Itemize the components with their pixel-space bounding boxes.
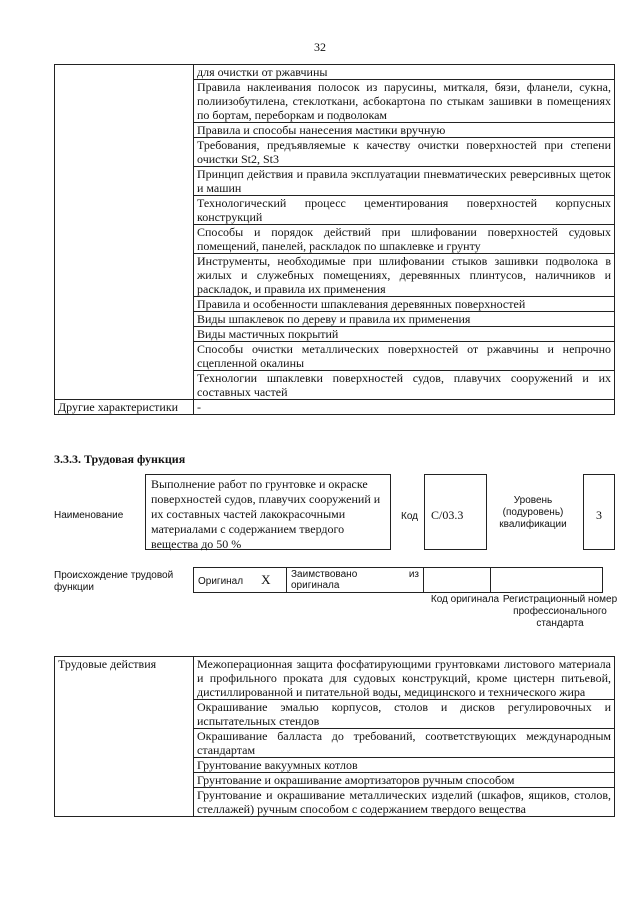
- knowledge-item: Требования, предъявляемые к качеству очистки поверхностей при степени очистки St2, St3: [194, 138, 615, 167]
- origin-label-text: Происхождение трудовой функции: [54, 570, 174, 593]
- function-name-box: Выполнение работ по грунтовке и окраске поверхностей судов, плавучих сооружений и их составных частей лакокрасочными материалами с содержанием твердого вещества до 50 %: [145, 474, 391, 550]
- actions-table: [54, 656, 615, 817]
- code-label: Код: [401, 511, 419, 522]
- other-characteristics-label: Другие характеристики: [55, 400, 194, 415]
- original-cell: [194, 568, 287, 593]
- other-characteristics-value: -: [194, 400, 615, 415]
- action-item: Окрашивание эмалью корпусов, столов и дисков регулировочных и испытательных стендов: [194, 700, 615, 729]
- knowledge-item: Правила наклеивания полосок из парусины, миткаля, бязи, фланели, сукна, полиизобутилена, стеклоткани, асбокартона по стыкам зашивки в помещениях по бортам, переборкам и подволокам: [194, 80, 615, 123]
- level-box: 3: [583, 474, 615, 550]
- action-item: Межоперационная защита фосфатирующими грунтовками листового материала и профильного проката для судовых конструкций, кроме цистерн питьевой, дистиллированной и питательной воды, медицинского и технического жира: [194, 657, 615, 700]
- table-row: [55, 400, 615, 415]
- knowledge-item: Виды мастичных покрытий: [194, 327, 615, 342]
- page-number: 32: [314, 40, 326, 54]
- knowledge-item: Технологии шпаклевки поверхностей судов, плавучих сооружений и их составных частей: [194, 371, 615, 400]
- original-label: Оригинал: [198, 575, 244, 587]
- knowledge-item: Инструменты, необходимые при шлифовании стыков зашивки подволока в жилых и служебных помещениях, деревянных плинтусов, наличников и раскладок, и правила их применения: [194, 254, 615, 297]
- knowledge-item: Технологический процесс цементирования поверхностей корпусных конструкций: [194, 196, 615, 225]
- level-label: Уровень (подуровень) квалификации: [499, 495, 567, 530]
- code-original-cell: [424, 568, 491, 593]
- code-original-caption: Код оригинала: [430, 594, 500, 605]
- action-item: Грунтование и окрашивание металлических изделий (шкафов, ящиков, столов, стеллажей) ручным способом с содержанием твердого вещества: [194, 788, 615, 817]
- name-label: Наименование: [54, 510, 124, 521]
- knowledge-item: Способы очистки металлических поверхностей от ржавчины и непрочно сцепленной окалины: [194, 342, 615, 371]
- reg-number-cell: [491, 568, 603, 593]
- action-item: Грунтование вакуумных котлов: [194, 758, 615, 773]
- borrowed-cell: Заимствовано из оригинала: [287, 568, 424, 593]
- knowledge-item: Принцип действия и правила эксплуатации пневматических реверсивных щеток и машин: [194, 167, 615, 196]
- reg-number-caption: Регистрационный номер профессионального стандарта: [502, 594, 618, 629]
- action-item: Грунтование и окрашивание амортизаторов ручным способом: [194, 773, 615, 788]
- knowledge-item: Правила и способы нанесения мастики вручную: [194, 123, 615, 138]
- table-row: [55, 65, 615, 80]
- knowledge-item: Правила и особенности шпаклевания деревянных поверхностей: [194, 297, 615, 312]
- original-mark: Х: [261, 571, 271, 587]
- knowledge-table: [54, 64, 615, 415]
- table-row: [55, 657, 615, 700]
- knowledge-item: для очистки от ржавчины: [194, 65, 615, 80]
- origin-label: [54, 570, 189, 594]
- action-item: Окрашивание балласта до требований, соответствующих международным стандартам: [194, 729, 615, 758]
- code-box: С/03.3: [424, 474, 487, 550]
- section-heading: 3.3.3. Трудовая функция: [54, 452, 186, 466]
- actions-label: Трудовые действия: [55, 657, 194, 817]
- table-row: [194, 568, 603, 593]
- knowledge-label-cell: [55, 65, 194, 400]
- knowledge-item: Виды шпаклевок по дереву и правила их применения: [194, 312, 615, 327]
- knowledge-item: Способы и порядок действий при шлифовании поверхностей судовых помещений, панелей, раскладок по шпаклевке и грунту: [194, 225, 615, 254]
- origin-table: [193, 567, 603, 593]
